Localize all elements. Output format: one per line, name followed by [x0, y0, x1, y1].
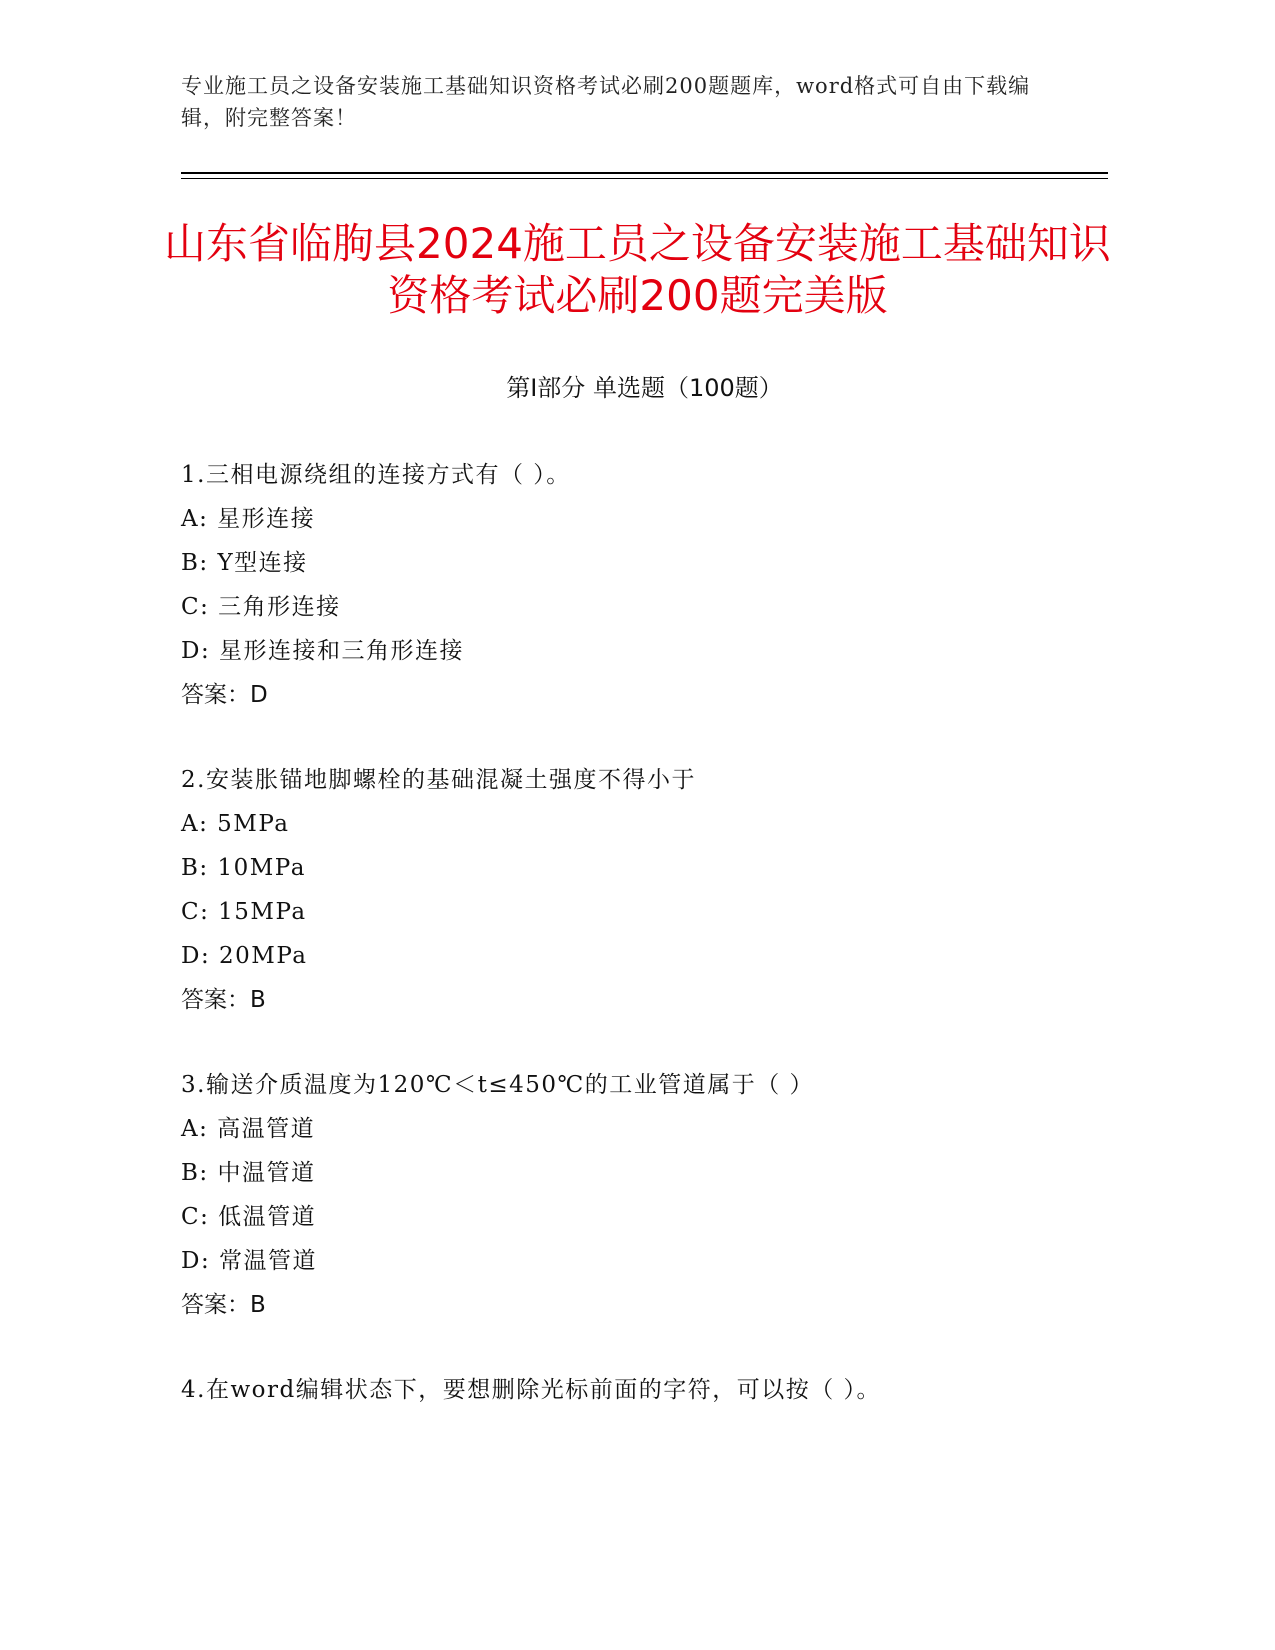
answer-line: 答案：B [181, 987, 266, 1013]
option-a: A: 星形连接 [181, 506, 316, 532]
question-stem: 4.在word编辑状态下，要想删除光标前面的字符，可以按（ ）。 [181, 1377, 882, 1403]
option-b: B: 10MPa [181, 855, 306, 881]
option-a: A: 5MPa [181, 811, 290, 837]
option-b: B: Y型连接 [181, 550, 308, 576]
question-block [181, 458, 1111, 722]
option-b: B: 中温管道 [181, 1160, 316, 1186]
option-c: C: 三角形连接 [181, 594, 341, 620]
question-stem: 2.安装胀锚地脚螺栓的基础混凝土强度不得小于 [181, 767, 696, 793]
option-d: D: 20MPa [181, 943, 308, 969]
answer-line: 答案：B [181, 1292, 266, 1318]
question-stem: 1.三相电源绕组的连接方式有（ ）。 [181, 462, 571, 488]
option-c: C: 15MPa [181, 899, 307, 925]
option-c: C: 低温管道 [181, 1204, 317, 1230]
option-a: A: 高温管道 [181, 1116, 316, 1142]
option-d: D: 常温管道 [181, 1248, 318, 1274]
header-divider-thick [181, 172, 1108, 174]
answer-line: 答案：D [181, 682, 268, 708]
header-divider-thin [181, 178, 1108, 179]
section-heading: 第Ⅰ部分 单选题（100题） [506, 374, 783, 402]
question-block [181, 763, 1111, 1027]
header-note: 专业施工员之设备安装施工基础知识资格考试必刷200题题库，word格式可自由下载编辑，附完整答案！ [181, 74, 1031, 130]
question-block [181, 1068, 1111, 1332]
document-title: 山东省临朐县2024施工员之设备安装施工基础知识资格考试必刷200题完美版 [164, 219, 1111, 320]
question-stem: 3.输送介质温度为120℃＜t≤450℃的工业管道属于（ ） [181, 1072, 815, 1098]
question-block [181, 1373, 1111, 1417]
option-d: D: 星形连接和三角形连接 [181, 638, 465, 664]
